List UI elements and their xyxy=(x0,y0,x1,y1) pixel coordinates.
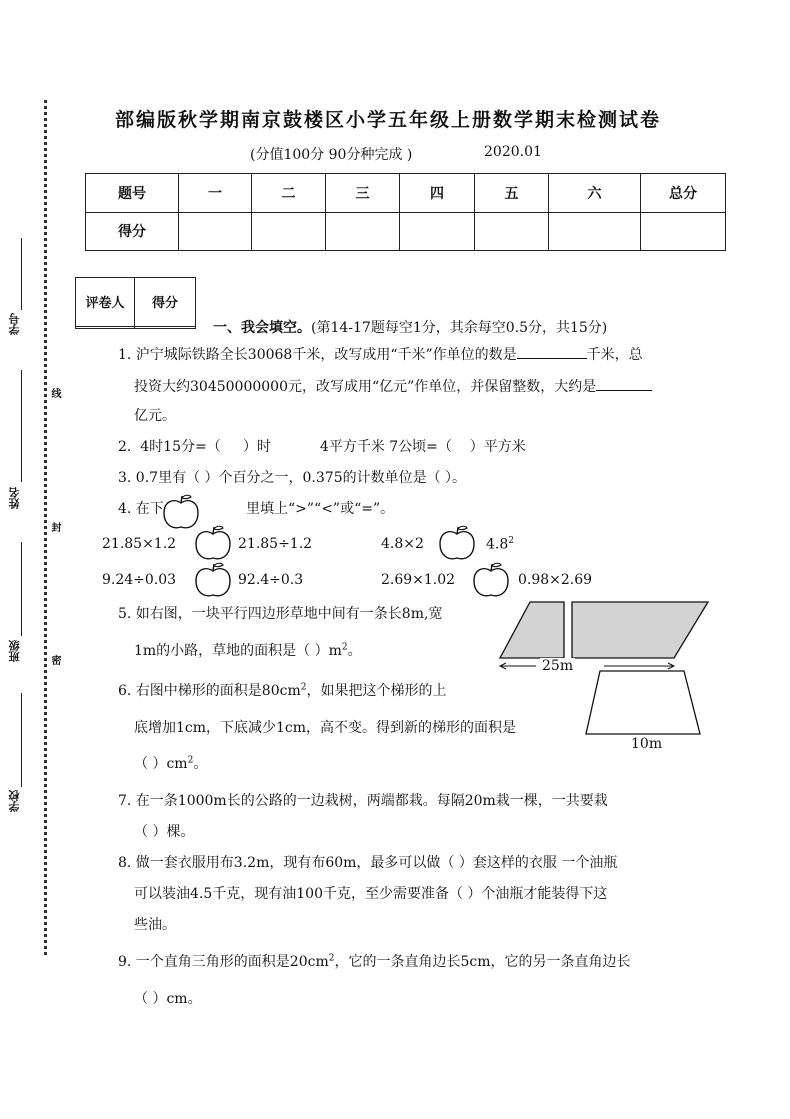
section-title: 一、我会填空。 xyxy=(213,320,311,336)
question-1-line-1 xyxy=(118,343,643,364)
cut-mark-line: 线 xyxy=(49,388,60,398)
question-8-line-3: 些油。 xyxy=(134,917,176,933)
score-cell[interactable] xyxy=(549,212,641,251)
score-header-cell: 一 xyxy=(179,174,252,213)
compare-expression: 9.24÷0.03 xyxy=(102,572,177,588)
trapezoid-figure xyxy=(584,668,704,736)
exponent: 2 xyxy=(508,536,514,546)
question-6-line-3 xyxy=(134,753,207,773)
question-1-line-3: 亿元。 xyxy=(134,408,176,424)
compare-expression: 0.98×2.69 xyxy=(518,572,593,588)
question-1-line-2 xyxy=(134,375,652,396)
score-cell[interactable] xyxy=(252,212,326,251)
compare-expression: 2.69×1.02 xyxy=(381,572,456,588)
question-5-text: 1m的小路，草地的面积是（ ）m xyxy=(134,643,342,659)
apple-icon[interactable] xyxy=(192,525,234,565)
question-5-end: 。 xyxy=(347,643,362,659)
binding-blank-name xyxy=(21,370,22,482)
score-row-label: 得分 xyxy=(86,212,179,251)
exponent: 2 xyxy=(300,682,307,693)
exponent: 2 xyxy=(187,755,194,766)
binding-label-school: 学校 xyxy=(8,790,21,812)
question-8-line-2: 可以装油4.5千克，现有油100千克，至少需要准备（ ）个油瓶才能装得下这 xyxy=(134,886,608,902)
score-header-cell: 三 xyxy=(326,174,400,213)
score-cell[interactable] xyxy=(326,212,400,251)
question-6-text-b: ，如果把这个梯形的上 xyxy=(306,683,447,699)
question-9-line-1 xyxy=(118,951,631,971)
score-header-cell: 题号 xyxy=(86,174,179,213)
exam-date: 2020.01 xyxy=(484,144,542,160)
compare-expression: 4.8×2 xyxy=(381,536,424,552)
score-table-header-row xyxy=(86,174,726,213)
parallelogram-length-label: 25m xyxy=(542,658,574,674)
section-heading xyxy=(213,317,607,337)
question-3: 3. 0.7里有（ ）个百分之一，0.375的计数单位是（ ）。 xyxy=(118,470,467,486)
section-note: (第14-17题每空1分，其余每空0.5分，共15分) xyxy=(311,320,608,336)
question-4-intro-b: 里填上“>”“<”或“=”。 xyxy=(246,501,395,517)
question-2: 2. 4时15分=（ ）时 4平方千米 7公顷=（ ）平方米 xyxy=(118,439,526,455)
question-1-text-a: 1. 沪宁城际铁路全长30068千米，改写成用“千米”作单位的数是 xyxy=(118,347,517,363)
answer-blank[interactable] xyxy=(596,375,652,391)
grader-cell[interactable] xyxy=(76,326,135,328)
binding-label-student-id: 学号 xyxy=(8,313,21,335)
score-header-cell: 四 xyxy=(400,174,475,213)
score-cell[interactable] xyxy=(179,212,252,251)
compare-expression-power xyxy=(486,536,514,553)
question-9-line-2: （ ）cm。 xyxy=(134,991,202,1007)
question-5-line-2 xyxy=(134,640,362,660)
cut-mark-secret: 密 xyxy=(49,655,60,665)
compare-expression: 4.8 xyxy=(486,536,509,553)
question-9-text-b: ，它的一条直角边长5cm，它的另一条直角边长 xyxy=(334,954,631,970)
question-6-text-c: （ ）cm xyxy=(134,756,188,772)
question-6-text-a: 6. 右图中梯形的面积是80cm xyxy=(118,683,301,699)
binding-blank-student-id xyxy=(21,238,22,310)
compare-expression: 21.85×1.2 xyxy=(102,536,177,552)
question-6-end: 。 xyxy=(193,756,208,772)
compare-expression: 92.4÷0.3 xyxy=(238,572,304,588)
question-6-line-2: 底增加1cm，下底减少1cm，高不变。得到新的梯形的面积是 xyxy=(134,720,517,736)
compare-expression: 21.85÷1.2 xyxy=(238,536,313,552)
exponent: 2 xyxy=(341,642,348,653)
apple-icon[interactable] xyxy=(470,562,512,602)
apple-icon[interactable] xyxy=(436,525,478,565)
score-header-cell: 五 xyxy=(475,174,549,213)
question-8-line-1: 8. 做一套衣服用布3.2m，现有布60m，最多可以做（ ）套这样的衣服 一个油瓶 xyxy=(118,855,618,871)
trapezoid-base-label: 10m xyxy=(631,736,663,752)
exponent: 2 xyxy=(328,953,335,964)
score-cell[interactable] xyxy=(400,212,475,251)
question-6-line-1 xyxy=(118,680,446,700)
question-1-text-b: 千米，总 xyxy=(586,347,643,363)
grader-cell[interactable] xyxy=(135,326,196,328)
question-7-line-1: 7. 在一条1000m长的公路的一边栽树，两端都栽。每隔20m栽一棵，一共要栽 xyxy=(118,793,608,809)
binding-blank-school xyxy=(21,693,22,787)
score-table-score-row xyxy=(86,212,726,251)
score-cell[interactable] xyxy=(475,212,549,251)
score-cell[interactable] xyxy=(641,212,726,251)
grader-header-cell: 得分 xyxy=(135,278,196,327)
question-5-line-1: 5. 如右图，一块平行四边形草地中间有一条长8m,宽 xyxy=(118,606,443,622)
grader-header-cell: 评卷人 xyxy=(76,278,135,327)
cut-mark-seal: 封 xyxy=(49,522,60,532)
answer-blank[interactable] xyxy=(517,343,587,359)
score-header-cell: 六 xyxy=(549,174,641,213)
score-header-cell: 二 xyxy=(252,174,326,213)
apple-icon[interactable] xyxy=(192,562,234,602)
question-4-intro-a: 4. 在下 xyxy=(118,501,164,517)
binding-label-name: 姓名 xyxy=(8,487,21,509)
question-1-text-c: 投资大约30450000000元，改写成用“亿元”作单位，并保留整数，大约是 xyxy=(134,379,597,395)
binding-label-class: 班级 xyxy=(8,640,21,662)
question-9-text-a: 9. 一个直角三角形的面积是20cm xyxy=(118,954,329,970)
question-7-line-2: （ ）棵。 xyxy=(134,824,195,840)
page-title: 部编版秋学期南京鼓楼区小学五年级上册数学期末检测试卷 xyxy=(115,109,662,131)
score-table xyxy=(85,173,726,251)
score-header-cell: 总分 xyxy=(641,174,726,213)
grader-table xyxy=(75,277,196,329)
binding-blank-class xyxy=(21,542,22,636)
page-subtitle: (分值100分 90分种完成 ) xyxy=(250,147,413,163)
